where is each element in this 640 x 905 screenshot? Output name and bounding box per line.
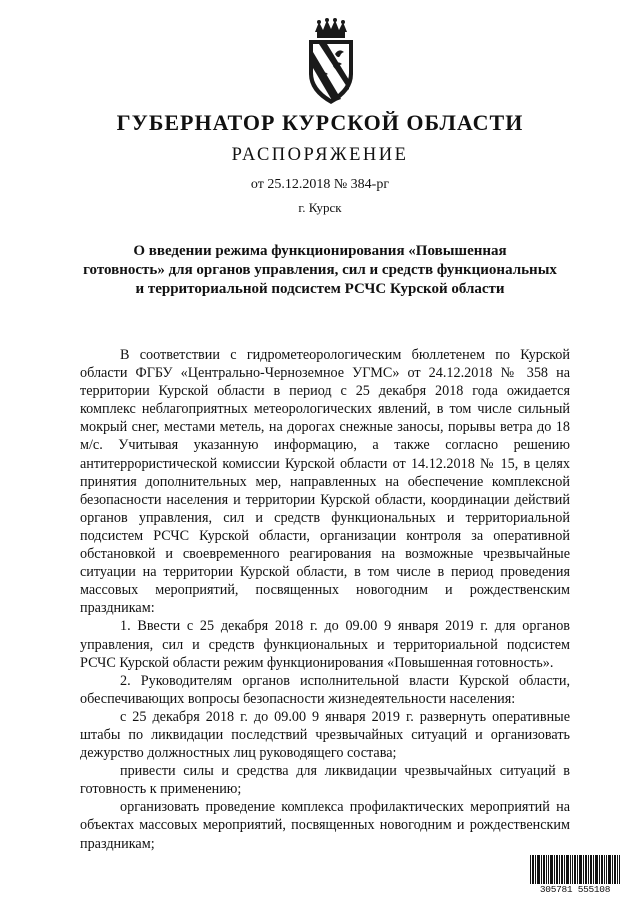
kursk-coat-of-arms-icon: [295, 18, 367, 108]
document-heading: [0, 242, 640, 299]
date-and-number: от 25.12.2018 № 384-рг: [250, 177, 390, 192]
city: г. Курск: [298, 200, 342, 215]
barcode-number: 305781 555108: [530, 884, 620, 895]
paragraph-item-2-sub-1: с 25 декабря 2018 г. до 09.00 9 января 2019 г. развернуть оперативные штабы по ликвидации последствий чрезвычайных ситуаций и организовать дежурство должностных лиц руководящего состава;: [80, 708, 570, 762]
paragraph-item-2-sub-2: привести силы и средства для ликвидации чрезвычайных ситуаций в готовность к применению;: [80, 763, 570, 798]
paragraph-item-2-sub-3: организовать проведение комплекса профилактических мероприятий на объектах массовых мероприятий, посвященных новогодним и рождественским праздникам;: [80, 799, 570, 852]
document-body: [80, 346, 570, 853]
heading-line-1: О введении режима функционирования «Повышенная: [133, 243, 507, 259]
paragraph-item-1: 1. Ввести с 25 декабря 2018 г. до 09.00 9 января 2019 г. для органов управления, сил и средств функциональных и территориальной подсистем РСЧС Курской области режим функционирования «Повышенная готовность».: [80, 618, 570, 671]
document-type: РАСПОРЯЖЕНИЕ: [231, 145, 409, 165]
heading-line-3: и территориальной подсистем РСЧС Курской области: [135, 281, 505, 297]
authority-title: ГУБЕРНАТОР КУРСКОЙ ОБЛАСТИ: [116, 110, 524, 135]
paragraph-preamble: В соответствии с гидрометеорологическим бюллетенем по Курской области ФГБУ «Центрально-Черноземное УГМС» от 24.12.2018 № 358 на территории Курской области в период с 25 декабря 2018 года ожидается комплекс неблагоприятных метеорологических явлений, в том числе сильный мокрый снег, местами метель, на дорогах снежные заносы, порывы ветра до 18 м/с. Учитывая указанную информацию, а также согласно решению антитеррористической комиссии Курской области от 14.12.2018 № 15, в целях принятия дополнительных мер, направленных на обеспечение комплексной безопасности населения и территории Курской области, координации действий органов управления, сил и средств функциональных и территориальной подсистем РСЧС Курской области, организации контроля за оперативной обстановкой и своевременного реагирования на возможные чрезвычайные ситуации на территории Курской области, в том числе в период проведения массовых мероприятий, посвященных новогодним и рождественским праздникам:: [80, 347, 570, 617]
paragraph-item-2: 2. Руководителям органов исполнительной власти Курской области, обеспечивающих вопросы безопасности жизнедеятельности населения:: [80, 672, 570, 707]
heading-line-2: готовность» для органов управления, сил и средств функциональных: [83, 262, 557, 278]
